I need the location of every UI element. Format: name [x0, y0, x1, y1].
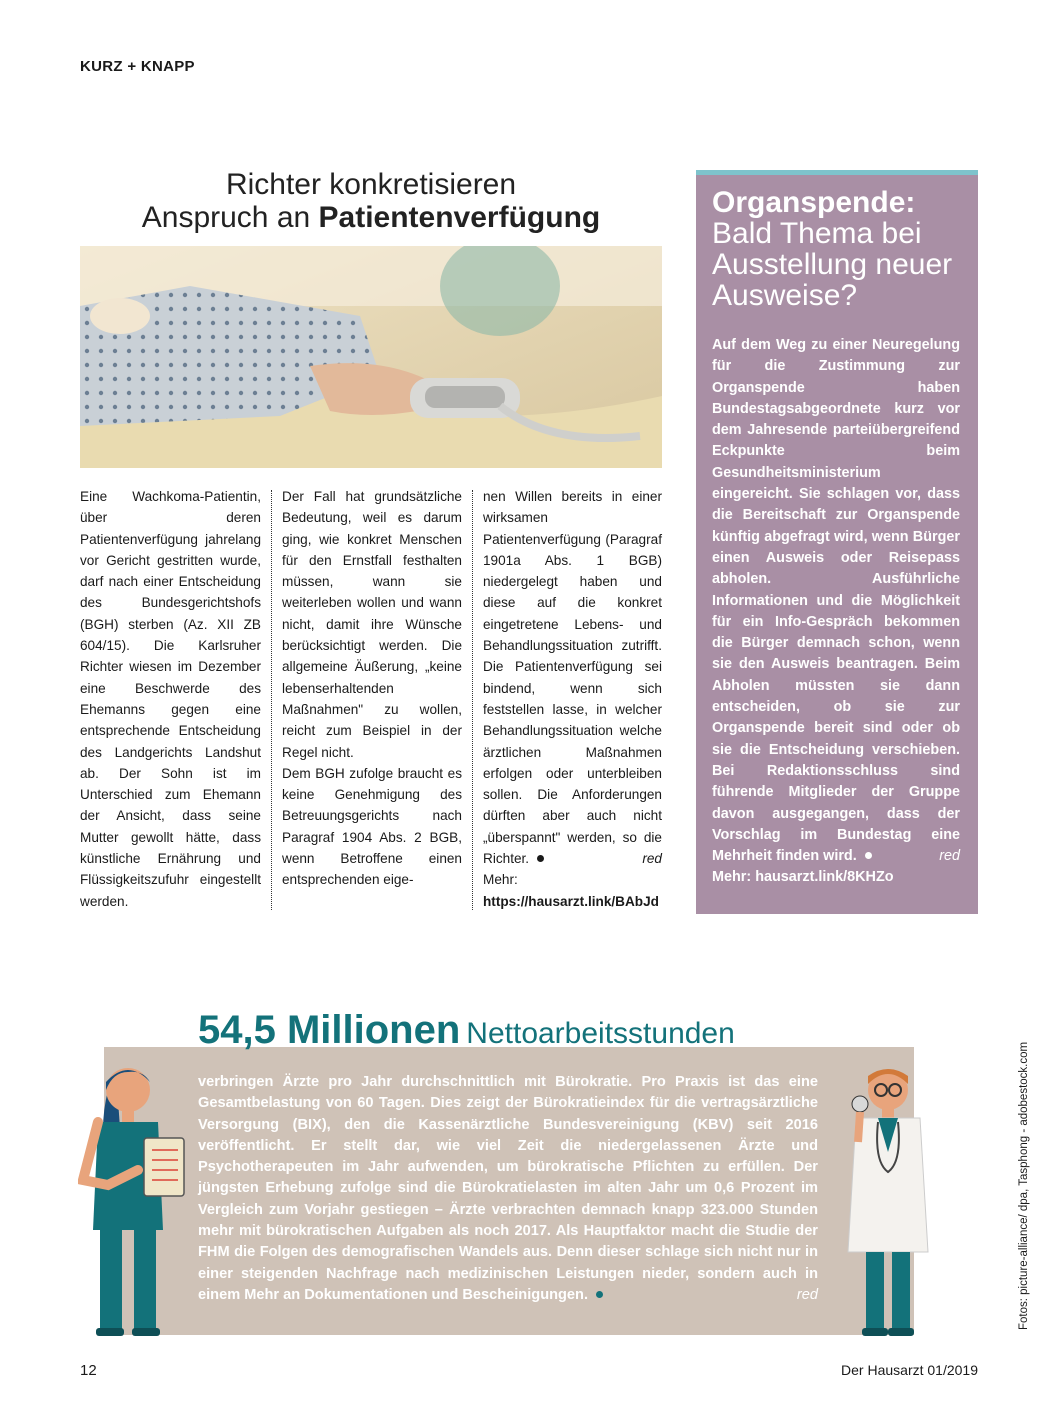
article-column-2: [282, 486, 462, 891]
column-divider: [472, 490, 473, 910]
article-headline: [80, 168, 662, 234]
article-column-3: [483, 486, 662, 912]
article-column-1: [80, 486, 261, 912]
end-bullet-icon: [596, 1291, 603, 1298]
headline-line1: Richter konkretisieren: [225, 168, 517, 201]
headline-line2: Anspruch an Patientenverfügung: [141, 201, 601, 234]
end-bullet-icon: [537, 855, 544, 862]
organspende-sidebar: [696, 170, 978, 914]
sidebar-body: Auf dem Weg zu einer Neuregelung für die Zustimmung zur Organspende haben Bundestagsabgeordnete kurz vor dem Jahresende parteiübergreifend Eckpunkte beim Gesundheitsministerium eingereicht. Sie schlagen vor, dass die Bereitschaft zur Organspende künftig abgefragt wird, wenn Bürger einen Ausweis oder Reisepass abholen. Ausführliche Informationen und die Möglichkeit für ein Info-Gespräch bekommen die Bürger demnach schon, wenn sie den Ausweis beantragen. Beim Abholen müssten sie dann entscheiden, ob sie zur Organspende bereit sind oder ob sie die Entscheidung verschieben. Bei Redaktionsschluss sind führende Mitglieder der Gruppe davon ausgegangen, dass der Vorschlag im Bundestag eine Mehrheit finden wird. red Mehr: hausarzt.link/8KHZo: [712, 337, 960, 886]
column-2-paragraph-1: Der Fall hat grundsätzliche Bedeutung, weil es darum ging, wie konkret Menschen für den Ernstfall festhalten müssen, wann sie weiterleben wollen und wann nicht, damit ihre Wünsche berücksichtigt werden. Die allgemeine Äußerung, „keine lebenserhaltenden Maßnahmen" zu wollen, reicht zum Beispiel in der Regel nicht.: [282, 489, 462, 760]
author-tag: red: [939, 848, 960, 865]
more-link[interactable]: https://hausarzt.link/BAbJd: [483, 893, 659, 909]
stat-headline: 54,5 Millionen Nettoarbeitsstunden: [198, 1008, 735, 1052]
sidebar-title: Organspende: Bald Thema bei Ausstellung neuer Ausweise?: [712, 186, 953, 312]
author-tag: red: [796, 1286, 818, 1303]
hospital-photo: [80, 246, 662, 468]
nurse-illustration-icon: [78, 1060, 188, 1340]
stat-body: verbringen Ärzte pro Jahr durchschnittlich mit Bürokratie. Pro Praxis ist das eine Gesamtbelastung von 60 Tagen. Dies zeigt der Bürokratieindex für die vertragsärztliche Versorgung (BIX), den die Kassenärztliche Bundesvereinigung (KBV) seit 2016 veröffentlicht. Er stellt dar, wie viel Zeit die niedergelassenen Ärzte und Psychotherapeuten im Jahr aufwenden, um bürokratische Pflichten zu erfüllen. Der jüngsten Erhebung zufolge sind die Bürokratielasten im alten Jahr um 0,6 Prozent im Vergleich zum Vorjahr gestiegen – Ärzte verbrachten demnach knapp 323.000 Stunden mehr mit bürokratischen Aufgaben als noch 2017. Als Hauptfaktor macht die Studie der FHM die Folgen des demografischen Wandels aus. Denn dieser schlage sich nicht nur in einer steigenden Nachfrage nach medizinischen Leistungen nieder, sondern auch in einem Mehr an Dokumentationen und Bescheinigungen. red: [198, 1072, 818, 1306]
photo-credit: Fotos: picture-alliance/ dpa, Tasphong - adobestock.com: [1018, 1041, 1030, 1330]
end-bullet-icon: [865, 852, 872, 859]
column-3-text: nen Willen bereits in einer wirksamen Patientenverfügung (Paragraf 1901a Abs. 1 BGB) niedergelegt haben und diese auf die konkret eingetretene Lebens- und Behandlungssituation zutrifft. Die Patientenverfügung sei bindend, wenn sich feststellen lasse, in welcher Behandlungssituation welche ärztlichen Maßnahmen erfolgen oder unterbleiben sollen. Die Anforderungen dürften aber auch nicht „überspannt" werden, so die Richter. red: [483, 486, 662, 869]
author-tag: red: [642, 851, 662, 867]
sidebar-more-link[interactable]: hausarzt.link/8KHZo: [755, 869, 894, 886]
publication-info: Der Hausarzt 01/2019: [841, 1362, 978, 1378]
page-number: 12: [80, 1362, 97, 1379]
section-label: KURZ + KNAPP: [80, 58, 195, 75]
more-link-line: Mehr: https://hausarzt.link/BAbJd: [483, 872, 659, 909]
column-1-text: Eine Wachkoma-Patientin, über deren Patientenverfügung jahrelang vor Gericht gestritten wurde, darf nach einer Entscheidung des Bundesgerichtshofs (BGH) sterben (Az. XII ZB 604/15). Die Karlsruher Richter wiesen im Dezember eine Beschwerde des Ehemanns gegen eine entsprechende Entscheidung des Landgerichts Landshut ab. Der Sohn ist im Unterschied zum Ehemann der Ansicht, dass seine Mutter gewollt hätte, dass künstliche Ernährung und Flüssigkeitszufuhr eingestellt werden.: [80, 489, 261, 909]
column-2-paragraph-2: Dem BGH zufolge braucht es keine Genehmigung des Betreuungsgerichts nach Paragraf 1904 Abs. 2 BGB, wenn Betroffene einen entsprechenden eige-: [282, 765, 462, 888]
column-divider: [271, 490, 272, 910]
doctor-illustration-icon: [838, 1062, 938, 1340]
